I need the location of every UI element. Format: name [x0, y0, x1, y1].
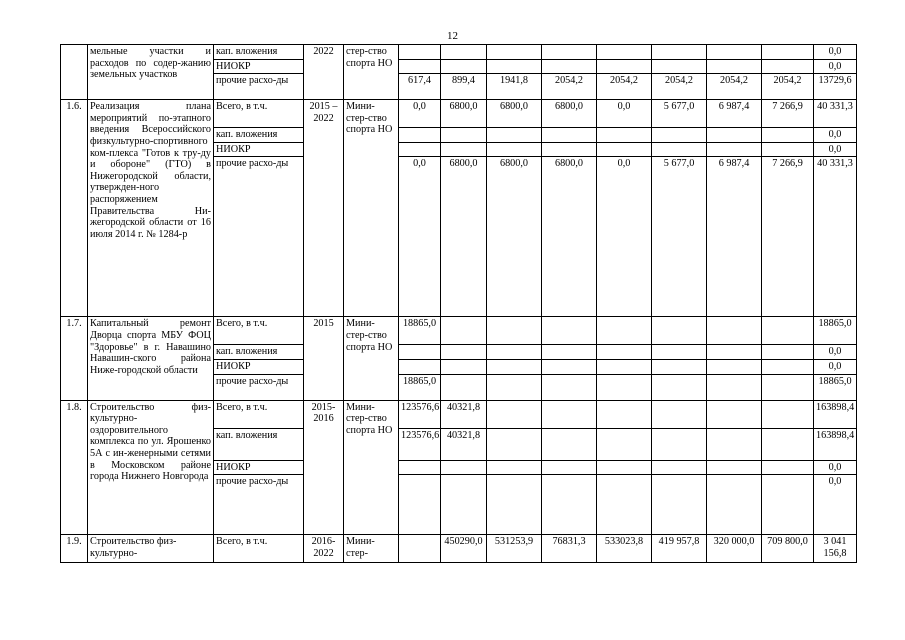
value-cell: [542, 428, 597, 460]
row-executor: Мини-стер-: [344, 535, 399, 563]
value-cell: [597, 142, 652, 157]
value-cell: 6 987,4: [707, 157, 762, 317]
value-cell: 6800,0: [542, 157, 597, 317]
value-cell: [487, 428, 542, 460]
value-cell: [441, 317, 487, 345]
value-cell: 18865,0: [399, 374, 441, 400]
value-cell: 76831,3: [542, 535, 597, 563]
row-executor: стер-ство спорта НО: [344, 45, 399, 100]
value-cell: [707, 359, 762, 374]
value-cell: [441, 45, 487, 60]
total-cell: 0,0: [814, 345, 857, 360]
value-cell: [652, 359, 707, 374]
row-period: 2015 – 2022: [304, 100, 344, 317]
value-cell: [399, 535, 441, 563]
value-cell: [542, 59, 597, 74]
value-cell: [487, 317, 542, 345]
value-cell: [707, 428, 762, 460]
value-cell: [441, 128, 487, 143]
table-row: [61, 535, 857, 563]
value-cell: [707, 59, 762, 74]
value-cell: [762, 142, 814, 157]
subcategory-label: Всего, в т.ч.: [214, 400, 304, 428]
total-cell: 18865,0: [814, 317, 857, 345]
value-cell: [441, 359, 487, 374]
value-cell: 0,0: [597, 157, 652, 317]
value-cell: 18865,0: [399, 317, 441, 345]
value-cell: [707, 460, 762, 475]
subcategory-label: прочие расхо-ды: [214, 74, 304, 100]
value-cell: [542, 400, 597, 428]
total-cell: 13729,6: [814, 74, 857, 100]
value-cell: 7 266,9: [762, 157, 814, 317]
row-index: 1.6.: [61, 100, 88, 317]
row-name: Строительство физ-культурно-: [88, 535, 214, 563]
total-cell: 40 331,3: [814, 100, 857, 128]
value-cell: 40321,8: [441, 428, 487, 460]
value-cell: [487, 142, 542, 157]
value-cell: 6800,0: [487, 100, 542, 128]
value-cell: 40321,8: [441, 400, 487, 428]
value-cell: [707, 475, 762, 535]
value-cell: [542, 374, 597, 400]
subcategory-label: прочие расхо-ды: [214, 157, 304, 317]
total-cell: 0,0: [814, 128, 857, 143]
value-cell: 6800,0: [487, 157, 542, 317]
value-cell: [597, 359, 652, 374]
row-period: 2016-2022: [304, 535, 344, 563]
value-cell: [542, 45, 597, 60]
row-executor: Мини-стер-ство спорта НО: [344, 100, 399, 317]
value-cell: [597, 128, 652, 143]
row-name: мельные участки и расходов по содер-жанию земельных участков: [88, 45, 214, 100]
value-cell: 320 000,0: [707, 535, 762, 563]
value-cell: [707, 142, 762, 157]
row-executor: Мини-стер-ство спорта НО: [344, 317, 399, 400]
value-cell: [542, 460, 597, 475]
value-cell: [399, 359, 441, 374]
value-cell: 0,0: [597, 100, 652, 128]
value-cell: [542, 359, 597, 374]
value-cell: [762, 475, 814, 535]
value-cell: [597, 59, 652, 74]
table-row: [61, 317, 857, 345]
value-cell: [399, 345, 441, 360]
value-cell: [652, 460, 707, 475]
value-cell: [707, 317, 762, 345]
value-cell: [707, 374, 762, 400]
value-cell: [762, 460, 814, 475]
subcategory-label: прочие расхо-ды: [214, 374, 304, 400]
value-cell: [441, 142, 487, 157]
value-cell: [762, 128, 814, 143]
value-cell: [652, 59, 707, 74]
total-cell: 0,0: [814, 45, 857, 60]
row-executor: Мини-стер-ство спорта НО: [344, 400, 399, 535]
total-cell: 40 331,3: [814, 157, 857, 317]
value-cell: [762, 374, 814, 400]
value-cell: [762, 359, 814, 374]
value-cell: 1941,8: [487, 74, 542, 100]
value-cell: 123576,6: [399, 400, 441, 428]
value-cell: [652, 475, 707, 535]
value-cell: [652, 128, 707, 143]
subcategory-label: кап. вложения: [214, 345, 304, 360]
value-cell: [597, 428, 652, 460]
value-cell: [652, 400, 707, 428]
value-cell: 0,0: [399, 157, 441, 317]
value-cell: 6 987,4: [707, 100, 762, 128]
value-cell: [441, 460, 487, 475]
row-index: 1.9.: [61, 535, 88, 563]
value-cell: [399, 460, 441, 475]
row-index: 1.7.: [61, 317, 88, 400]
value-cell: 2054,2: [542, 74, 597, 100]
value-cell: [399, 142, 441, 157]
value-cell: 2054,2: [707, 74, 762, 100]
total-cell: 3 041 156,8: [814, 535, 857, 563]
total-cell: 18865,0: [814, 374, 857, 400]
value-cell: [487, 45, 542, 60]
value-cell: [707, 128, 762, 143]
value-cell: [652, 142, 707, 157]
subcategory-label: Всего, в т.ч.: [214, 535, 304, 563]
value-cell: [707, 45, 762, 60]
value-cell: [762, 345, 814, 360]
value-cell: [487, 359, 542, 374]
value-cell: 7 266,9: [762, 100, 814, 128]
value-cell: [487, 400, 542, 428]
value-cell: 419 957,8: [652, 535, 707, 563]
value-cell: [762, 59, 814, 74]
value-cell: 0,0: [399, 100, 441, 128]
value-cell: 709 800,0: [762, 535, 814, 563]
value-cell: 450290,0: [441, 535, 487, 563]
value-cell: [762, 400, 814, 428]
value-cell: [652, 374, 707, 400]
value-cell: [762, 428, 814, 460]
subcategory-label: НИОКР: [214, 142, 304, 157]
table-row: [61, 100, 857, 128]
total-cell: 163898,4: [814, 428, 857, 460]
subcategory-label: НИОКР: [214, 359, 304, 374]
subcategory-label: Всего, в т.ч.: [214, 100, 304, 128]
value-cell: [597, 317, 652, 345]
subcategory-label: Всего, в т.ч.: [214, 317, 304, 345]
value-cell: [597, 345, 652, 360]
value-cell: 2054,2: [652, 74, 707, 100]
row-index: 1.8.: [61, 400, 88, 535]
row-period: 2015-2016: [304, 400, 344, 535]
value-cell: [597, 475, 652, 535]
value-cell: [597, 374, 652, 400]
value-cell: [652, 317, 707, 345]
total-cell: 0,0: [814, 475, 857, 535]
value-cell: [542, 142, 597, 157]
value-cell: [441, 59, 487, 74]
value-cell: 6800,0: [441, 100, 487, 128]
value-cell: 531253,9: [487, 535, 542, 563]
value-cell: [597, 45, 652, 60]
row-period: 2022: [304, 45, 344, 100]
value-cell: [542, 317, 597, 345]
value-cell: [399, 128, 441, 143]
value-cell: [542, 345, 597, 360]
value-cell: [487, 460, 542, 475]
value-cell: 2054,2: [597, 74, 652, 100]
total-cell: 163898,4: [814, 400, 857, 428]
page-number: 12: [447, 30, 458, 42]
value-cell: [762, 317, 814, 345]
value-cell: [441, 374, 487, 400]
value-cell: 6800,0: [441, 157, 487, 317]
value-cell: [487, 59, 542, 74]
value-cell: [487, 128, 542, 143]
value-cell: [652, 428, 707, 460]
value-cell: 5 677,0: [652, 157, 707, 317]
value-cell: [399, 475, 441, 535]
value-cell: [399, 59, 441, 74]
value-cell: [597, 460, 652, 475]
row-period: 2015: [304, 317, 344, 400]
value-cell: [652, 45, 707, 60]
row-name: Строительство физ-культурно-оздоровительного комплекса по ул. Ярошенко 5А с ин-женерными сетями в Московском районе города Нижнего Новгорода: [88, 400, 214, 535]
subcategory-label: кап. вложения: [214, 128, 304, 143]
value-cell: [652, 345, 707, 360]
value-cell: 123576,6: [399, 428, 441, 460]
budget-table: [60, 44, 857, 563]
value-cell: 533023,8: [597, 535, 652, 563]
subcategory-label: НИОКР: [214, 59, 304, 74]
subcategory-label: прочие расхо-ды: [214, 475, 304, 535]
value-cell: [441, 345, 487, 360]
row-name: Капитальный ремонт Дворца спорта МБУ ФОЦ "Здоровье" в г. Навашино Навашин-ского района Ниже-городской области: [88, 317, 214, 400]
value-cell: [487, 374, 542, 400]
total-cell: 0,0: [814, 359, 857, 374]
value-cell: [487, 475, 542, 535]
value-cell: [542, 475, 597, 535]
total-cell: 0,0: [814, 460, 857, 475]
table-row: [61, 400, 857, 428]
table-row: [61, 45, 857, 60]
row-index: [61, 45, 88, 100]
subcategory-label: кап. вложения: [214, 428, 304, 460]
value-cell: [487, 345, 542, 360]
value-cell: 6800,0: [542, 100, 597, 128]
value-cell: 617,4: [399, 74, 441, 100]
value-cell: 899,4: [441, 74, 487, 100]
value-cell: [707, 400, 762, 428]
total-cell: 0,0: [814, 59, 857, 74]
subcategory-label: кап. вложения: [214, 45, 304, 60]
subcategory-label: НИОКР: [214, 460, 304, 475]
value-cell: 5 677,0: [652, 100, 707, 128]
value-cell: [707, 345, 762, 360]
value-cell: 2054,2: [762, 74, 814, 100]
total-cell: 0,0: [814, 142, 857, 157]
value-cell: [542, 128, 597, 143]
value-cell: [597, 400, 652, 428]
value-cell: [399, 45, 441, 60]
value-cell: [762, 45, 814, 60]
value-cell: [441, 475, 487, 535]
row-name: Реализация плана мероприятий по-этапного введения Всероссийского физкультурно-спортивного ком-плекса "Готов к тру-ду и обороне" (ГТО) в Нижегородской области, утвержден-ного распоряжением Правительства Ни-жегородской области от 16 июля 2014 г. № 1284-р: [88, 100, 214, 317]
